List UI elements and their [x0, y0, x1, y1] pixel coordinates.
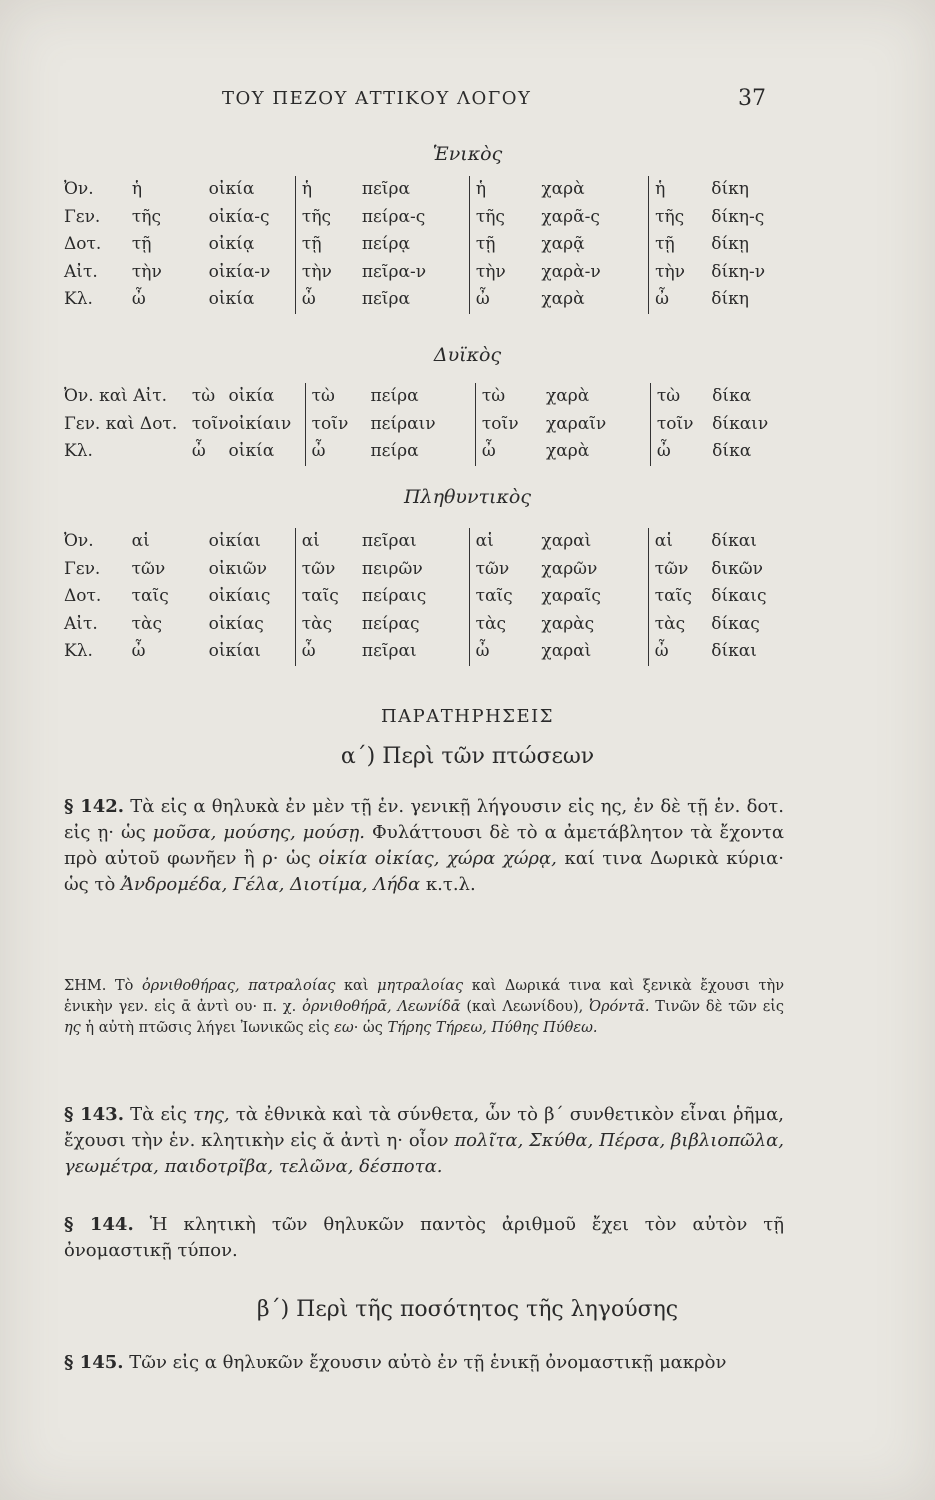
article-cell: ὦ	[469, 286, 541, 314]
subsection-a-heading: α΄) Περὶ τῶν πτώσεων	[340, 744, 595, 769]
noun-form-cell: πεῖρα-ν	[361, 261, 427, 282]
noun-form-cell: οἰκίαιν	[228, 413, 292, 434]
article-cell: τοῖν	[475, 411, 546, 439]
declension-row	[64, 286, 784, 314]
paragraph-142	[64, 794, 784, 898]
noun-form-cell: πείρας	[361, 613, 420, 634]
note-text: ΣΗΜ. Τὸ	[64, 978, 134, 994]
article-cell: ὦ	[475, 438, 546, 466]
noun-form-cell: χαρὰ	[546, 441, 590, 461]
noun-form-cell: πείρα	[370, 386, 419, 406]
noun-form-cell: οἰκίαι	[208, 641, 261, 661]
note-text: Τινῶν δὲ τῶν εἰς	[655, 999, 785, 1015]
note-example: ὀρνιθοθήρᾱ, Λεωνίδᾱ	[302, 999, 461, 1015]
article-cell: ταῖς	[131, 586, 169, 606]
case-label: Γεν. καὶ Δοτ.	[64, 413, 178, 434]
paragraph-text: καί τινα Δωρικὰ κύρια· ὡς τὸ	[64, 848, 785, 895]
example-words: πολῖτα, Σκύθα, Πέρσα, βιβλιοπῶλα, γεωμέτρα, παιδοτρῖβα, τελῶνα, δέσποτα.	[64, 1130, 784, 1177]
article-cell: ὦ	[648, 638, 711, 666]
article-cell: ὦ	[131, 641, 146, 661]
case-label: Κλ.	[64, 641, 93, 661]
article-cell: ὦ	[131, 289, 146, 309]
paragraph-text: Ἡ κλητικὴ τῶν θηλυκῶν παντὸς ἀριθμοῦ ἔχει τὸν αὐτὸν τῇ ὀνομαστικῇ τύπον.	[64, 1214, 784, 1261]
note-text: ἡ αὐτὴ πτῶσις λήγει Ἰωνικῶς εἰς	[85, 1020, 330, 1036]
dual-table	[64, 383, 784, 466]
declension-row	[64, 583, 784, 611]
article-cell: τὰς	[648, 611, 711, 639]
noun-form-cell: πεῖρα	[361, 289, 410, 309]
declension-row	[64, 411, 784, 439]
note-text: · ὡς	[353, 1020, 383, 1036]
declension-row	[64, 176, 784, 204]
example-words: Ἀνδρομέδα, Γέλα, Διοτίμα, Λήδα	[121, 874, 421, 895]
noun-form-cell: χαραὶ	[541, 531, 592, 551]
article-cell: τῇ	[649, 231, 712, 259]
declension-row	[64, 259, 784, 287]
noun-form-cell: οἰκιῶν	[208, 558, 267, 579]
article-cell: ὦ	[649, 286, 712, 314]
article-cell: τῶν	[295, 556, 362, 584]
noun-form-cell: πείρα-ς	[361, 206, 426, 227]
noun-form-cell: δίκα	[712, 386, 752, 406]
noun-form-cell: δίκαι	[711, 641, 757, 661]
article-cell: τὴν	[649, 259, 712, 287]
noun-form-cell: οἰκία-ς	[208, 206, 270, 227]
note-example: εω	[334, 1020, 354, 1036]
paragraph-text: κ.τ.λ.	[425, 874, 476, 895]
declension-row	[64, 556, 784, 584]
paragraph-text: Τὰ εἰς	[130, 1104, 187, 1125]
article-cell: τῇ	[131, 234, 152, 254]
article-cell: τῇ	[295, 231, 361, 259]
running-title: ΤΟΥ ΠΕΖΟΥ ΑΤΤΙΚΟΥ ΛΟΓΟΥ	[222, 88, 532, 109]
article-cell: τὴν	[295, 259, 361, 287]
article-cell: τὰς	[469, 611, 541, 639]
declension-row	[64, 528, 784, 556]
noun-form-cell: πεῖραι	[361, 531, 417, 551]
noun-form-cell: δίκῃ	[711, 234, 749, 254]
paragraph-number: § 144.	[64, 1214, 134, 1235]
article-cell: τῆς	[131, 206, 161, 227]
noun-form-cell: οἰκίᾳ	[208, 234, 255, 254]
noun-form-cell: πείραιν	[370, 413, 436, 434]
noun-form-cell: πείρᾳ	[361, 234, 410, 254]
case-label: Δοτ.	[64, 586, 102, 606]
article-cell: τὴν	[131, 261, 162, 282]
article-cell: τὴν	[469, 259, 541, 287]
declension-row	[64, 438, 784, 466]
noun-form-cell: οἰκίαι	[208, 531, 261, 551]
noun-form-cell: πείρα	[370, 441, 419, 461]
note-text: καὶ Δωρικά τινα καὶ ξενικὰ ἔχουσι τὴν ἑνικὴν γεν. εἰς ᾱ ἀντὶ ου· π. χ.	[64, 978, 785, 1015]
article-cell: ἡ	[131, 179, 143, 199]
paragraph-text: Τὰ εἰς α θηλυκὰ ἐν μὲν τῇ ἑν. γενικῇ λήγουσιν εἰς ης, ἐν δὲ τῇ ἑν. δοτ. εἰς ῃ· ὡς	[64, 796, 784, 843]
noun-form-cell: χαρὰ	[541, 179, 585, 199]
case-label: Ὀν.	[64, 179, 94, 199]
paragraph-144	[64, 1212, 784, 1264]
declension-row	[64, 611, 784, 639]
noun-form-cell: χαρᾷ	[541, 234, 585, 254]
article-cell: αἱ	[648, 528, 711, 556]
noun-form-cell: δίκα	[712, 441, 752, 461]
article-cell: αἱ	[469, 528, 541, 556]
noun-form-cell: οἰκία	[228, 386, 275, 406]
noun-form-cell: οἰκία-ν	[208, 261, 271, 282]
paragraph-text: Φυλάττουσι δὲ τὸ α ἀμετάβλητον τὰ ἔχοντα πρὸ αὐτοῦ φωνῆεν ἢ ρ· ὡς	[64, 822, 785, 869]
case-label: Ὀν.	[64, 531, 94, 551]
note-example: ὀρνιθοθήρας, πατραλοίας	[141, 978, 336, 994]
article-cell: αἱ	[295, 528, 362, 556]
noun-form-cell: δίκας	[711, 613, 760, 634]
noun-form-cell: χαρὰ	[546, 386, 590, 406]
article-cell: τῇ	[469, 231, 541, 259]
article-cell: ἡ	[469, 176, 541, 204]
dual-title: Δυϊκὸς	[433, 344, 502, 366]
noun-form-cell: δίκαι	[711, 531, 757, 551]
noun-form-cell: πεῖρα	[361, 179, 410, 199]
noun-form-cell: οἰκίας	[208, 613, 264, 634]
declension-row	[64, 231, 784, 259]
paragraph-text: τὰ ἐθνικὰ καὶ τὰ σύνθετα, ὧν τὸ β΄ συνθετικὸν εἶναι ῥῆμα, ἔχουσι τὴν ἑν. κλητικὴν εἰς ᾰ ἀντὶ η· οἷον	[64, 1104, 784, 1151]
note-example: Ὀρόντᾱ.	[589, 999, 650, 1015]
case-label: Δοτ.	[64, 234, 102, 254]
noun-form-cell: οἰκία	[208, 289, 255, 309]
noun-form-cell: χαρῶν	[541, 558, 598, 579]
noun-form-cell: οἰκία	[208, 179, 255, 199]
article-cell: τῆς	[295, 204, 361, 232]
article-cell: ἡ	[649, 176, 712, 204]
case-label: Γεν.	[64, 558, 101, 579]
note-example: μητραλοίας	[377, 978, 464, 994]
noun-form-cell: χαρὰς	[541, 613, 595, 634]
declension-row	[64, 204, 784, 232]
article-cell: τὼ	[650, 383, 712, 411]
declension-row	[64, 383, 784, 411]
note-text: (καὶ Λεωνίδου),	[466, 999, 584, 1015]
noun-form-cell: πειρῶν	[361, 558, 423, 579]
plural-table	[64, 528, 784, 666]
paragraph-143	[64, 1102, 784, 1180]
note-example: ης	[64, 1020, 81, 1036]
plural-title: Πληθυντικὸς	[403, 486, 532, 508]
noun-form-cell: οἰκία	[228, 441, 275, 461]
noun-form-cell: πείραις	[361, 586, 427, 606]
article-cell: τῶν	[648, 556, 711, 584]
noun-form-cell: δίκη-ν	[711, 261, 766, 282]
article-cell: τῆς	[649, 204, 712, 232]
noun-form-cell: χαρὰ-ν	[541, 261, 601, 282]
noun-form-cell: δίκη	[711, 289, 749, 309]
article-cell: τὰς	[131, 613, 163, 634]
case-label: Ὀν. καὶ Αἰτ.	[64, 386, 168, 406]
article-cell: τὼ	[191, 386, 216, 406]
paragraph-number: § 143.	[64, 1104, 124, 1125]
example-words: μοῦσα, μούσης, μούσῃ.	[152, 822, 366, 843]
paragraph-text: Τῶν εἰς α θηλυκῶν ἔχουσιν αὐτὸ ἐν τῇ ἑνικῇ ὀνομαστικῇ μακρὸν	[129, 1352, 727, 1373]
case-label: Κλ.	[64, 289, 93, 309]
singular-table	[64, 176, 784, 314]
example-words: της,	[193, 1104, 230, 1125]
article-cell: τοῖν	[191, 413, 229, 434]
case-label: Κλ.	[64, 441, 93, 461]
article-cell: ὦ	[295, 286, 361, 314]
noun-form-cell: δίκαις	[711, 586, 767, 606]
noun-form-cell: χαραῖς	[541, 586, 601, 606]
case-label: Γεν.	[64, 206, 101, 227]
article-cell: τοῖν	[650, 411, 712, 439]
article-cell: τοῖν	[305, 411, 370, 439]
article-cell: ταῖς	[295, 583, 362, 611]
note-example: Τήρης Τήρεω, Πύθης Πύθεω.	[387, 1020, 598, 1036]
noun-form-cell: δικῶν	[711, 558, 764, 579]
noun-form-cell: δίκη	[711, 179, 749, 199]
article-cell: αἱ	[131, 531, 150, 551]
noun-form-cell: χαρᾶ-ς	[541, 206, 600, 227]
article-cell: τῶν	[469, 556, 541, 584]
note-text: καὶ	[343, 978, 369, 994]
paragraph-number: § 145.	[64, 1352, 124, 1373]
article-cell: τῆς	[469, 204, 541, 232]
page-header	[0, 86, 935, 116]
noun-form-cell: οἰκίαις	[208, 586, 271, 606]
article-cell: ὦ	[295, 638, 362, 666]
remarks-heading: ΠΑΡΑΤΗΡΗΣΕΙΣ	[380, 706, 555, 727]
article-cell: ἡ	[295, 176, 361, 204]
noun-form-cell: χαραὶ	[541, 641, 592, 661]
article-cell: τῶν	[131, 558, 166, 579]
noun-form-cell: δίκαιν	[712, 413, 769, 434]
declension-row	[64, 638, 784, 666]
example-words: οἰκία οἰκίας, χώρα χώρᾳ,	[318, 848, 557, 869]
noun-form-cell: πεῖραι	[361, 641, 417, 661]
article-cell: ταῖς	[648, 583, 711, 611]
article-cell: ταῖς	[469, 583, 541, 611]
article-cell: ὦ	[469, 638, 541, 666]
page-number: 37	[738, 86, 766, 111]
singular-title: Ἑνικὸς	[432, 143, 503, 165]
article-cell: ὦ	[191, 441, 206, 461]
case-label: Αἰτ.	[64, 613, 98, 634]
article-cell: ὦ	[650, 438, 712, 466]
article-cell: τὰς	[295, 611, 362, 639]
noun-form-cell: χαρὰ	[541, 289, 585, 309]
article-cell: τὼ	[305, 383, 370, 411]
article-cell: ὦ	[305, 438, 370, 466]
paragraph-number: § 142.	[64, 796, 125, 817]
case-label: Αἰτ.	[64, 261, 98, 282]
note-block	[64, 976, 784, 1039]
noun-form-cell: δίκη-ς	[711, 206, 765, 227]
paragraph-145	[64, 1350, 784, 1376]
subsection-b-heading: β΄) Περὶ τῆς ποσότητος τῆς ληγούσης	[256, 1297, 679, 1322]
article-cell: τὼ	[475, 383, 546, 411]
noun-form-cell: χαραῖν	[546, 413, 607, 434]
